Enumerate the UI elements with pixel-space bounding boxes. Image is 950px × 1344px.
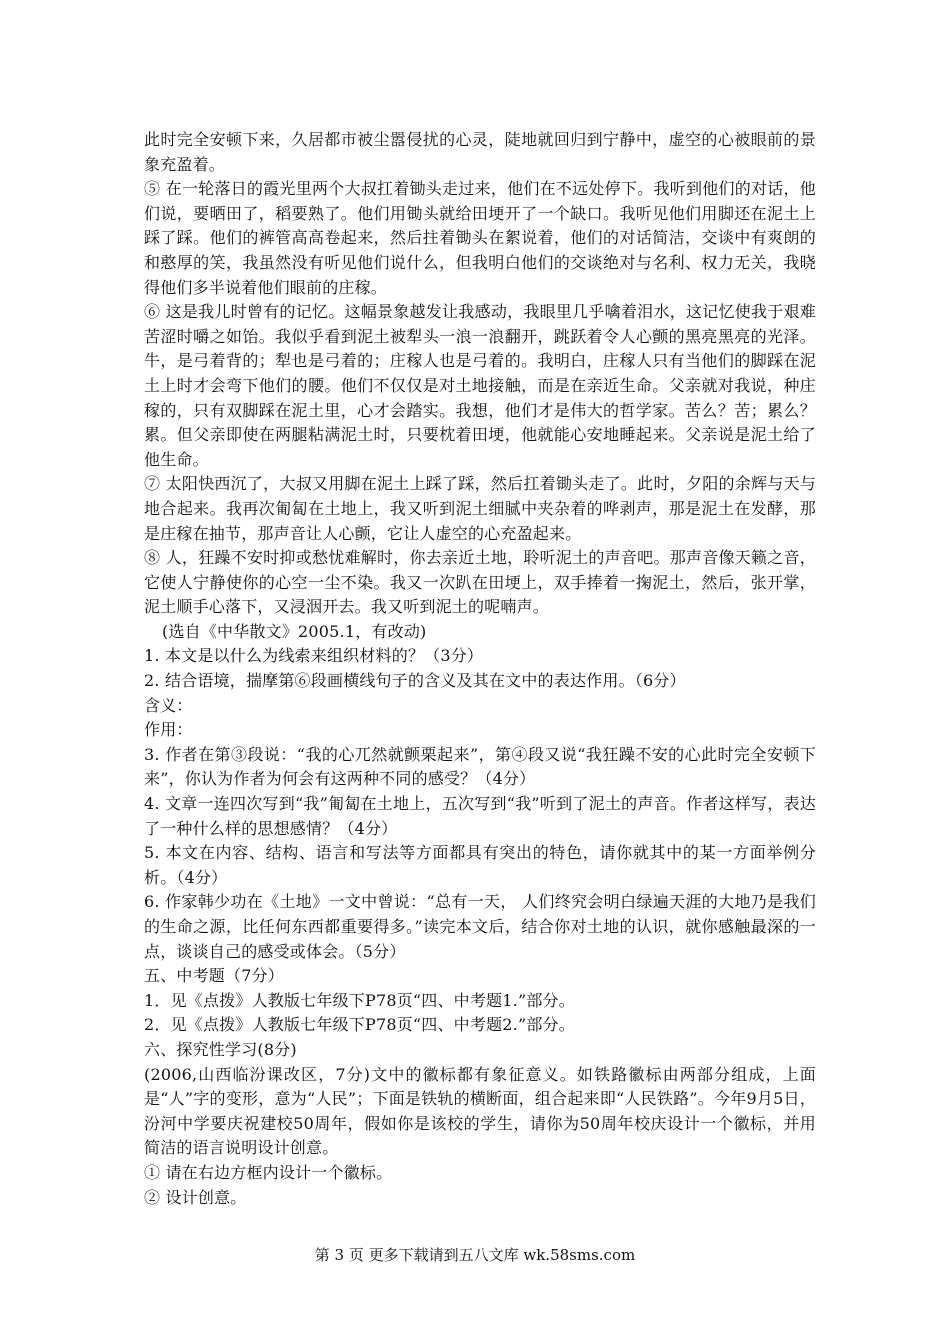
section-6-item-2: ② 设计创意。 <box>144 1187 247 1207</box>
source-citation: (选自《中华散文》2005.1，有改动) <box>162 621 427 641</box>
question-2-meaning-label: 含义： <box>144 695 193 715</box>
paragraph-4-end: 此时完全安顿下来，久居都市被尘嚣侵扰的心灵，陡地就回归到宁静中，虚空的心被眼前的景象充盈着。 <box>144 130 816 174</box>
section-6-item-1: ① 请在右边方框内设计一个徽标。 <box>144 1162 393 1182</box>
section-6-intro: (2006,山西临汾课改区，7分)文中的徽标都有象征意义。如铁路徽标由两部分组成，上面是“人”字的变形，意为“人民”；下面是铁轨的横断面，组合起来即“人民铁路”。今年9月5日，汾河中学要庆祝建校50周年，假如你是该校的学生，请你为50周年校庆设计一个徽标，并用简洁的语言说明设计创意。 <box>144 1064 816 1158</box>
section-5-item-2: 2．见《点拨》人教版七年级下P78页“四、中考题2.”部分。 <box>144 1015 575 1035</box>
question-6: 6. 作家韩少功在《土地》一文中曾说：“总有一天， 人们终究会明白绿遍天涯的大地乃是我们的生命之源，比任何东西都重要得多。”读完本文后，结合你对土地的认识，就你感触最深的一点，谈谈自己的感受或体会。（5分） <box>144 892 816 961</box>
page-footer: 第 3 页 更多下载请到五八文库 wk.58sms.com <box>314 1246 636 1264</box>
paragraph-5: ⑤ 在一轮落日的霞光里两个大叔扛着锄头走过来，他们在不远处停下。我听到他们的对话，他们说，要晒田了，稻要熟了。他们用锄头就给田埂开了一个缺口。我听见他们用脚还在泥土上踩了踩。他们的裤管高高卷起来，然后拄着锄头在絮说着，他们的对话简洁，交谈中有爽朗的和憨厚的笑，我虽然没有听见他们说什么，但我明白他们的交谈绝对与名利、权力无关，我晓得他们多半说着他们眼前的庄稼。 <box>144 179 816 297</box>
paragraph-7: ⑦ 太阳快西沉了，大叔又用脚在泥土上踩了踩，然后扛着锄头走了。此时，夕阳的余辉与天与地合起来。我再次匍匐在土地上，我又听到泥土细腻中夹杂着的哗剥声，那是泥土在发酵，那是庄稼在抽节，那声音让人心颤，它让人虚空的心充盈起来。 <box>144 474 816 543</box>
question-1: 1. 本文是以什么为线索来组织材料的？（3分） <box>144 646 484 666</box>
document-body <box>144 128 816 1210</box>
section-5-title: 五、中考题（7分） <box>144 966 284 986</box>
section-5-item-1: 1．见《点拨》人教版七年级下P78页“四、中考题1.”部分。 <box>144 990 575 1010</box>
section-6-title: 六、探究性学习(8分) <box>144 1039 297 1059</box>
paragraph-8: ⑧ 人，狂躁不安时抑或愁忧难解时，你去亲近土地，聆听泥土的声音吧。那声音像天籁之音，它使人宁静使你的心空一尘不染。我又一次趴在田埂上，双手捧着一掬泥土，然后，张开掌，泥土顺手心落下，又浸洇开去。我又听到泥土的呢喃声。 <box>144 548 816 617</box>
question-2-effect-label: 作用： <box>144 720 193 740</box>
question-2: 2. 结合语境，揣摩第⑥段画横线句子的含义及其在文中的表达作用。（6分） <box>144 671 686 691</box>
question-5: 5. 本文在内容、结构、语言和写法等方面都具有突出的特色，请你就其中的某一方面举例分析。（4分） <box>144 843 816 887</box>
question-4: 4. 文章一连四次写到“我”匍匐在土地上，五次写到“我”听到了泥土的声音。作者这样写，表达了一种什么样的思想感情？（4分） <box>144 794 816 838</box>
paragraph-6: ⑥ 这是我儿时曾有的记忆。这幅景象越发让我感动，我眼里几乎噙着泪水，这记忆使我于艰难苦涩时嚼之如饴。我似乎看到泥土被犁头一浪一浪翻开，跳跃着令人心颤的黑亮黑亮的光泽。牛，是弓着背的；犁也是弓着的；庄稼人也是弓着的。我明白，庄稼人只有当他们的脚踩在泥土上时才会弯下他们的腰。他们不仅仅是对土地接触，而是在亲近生命。父亲就对我说，种庄稼的，只有双脚踩在泥土里，心才会踏实。我想，他们才是伟大的哲学家。苦么？苦；累么？累。但父亲即使在两腿粘满泥土时，只要枕着田埂，他就能心安地睡起来。父亲说是泥土给了他生命。 <box>144 302 816 469</box>
question-3: 3. 作者在第③段说：“我的心兀然就颤栗起来”，第④段又说“我狂躁不安的心此时完全安顿下来”，你认为作者为何会有这两种不同的感受？（4分） <box>144 744 816 789</box>
